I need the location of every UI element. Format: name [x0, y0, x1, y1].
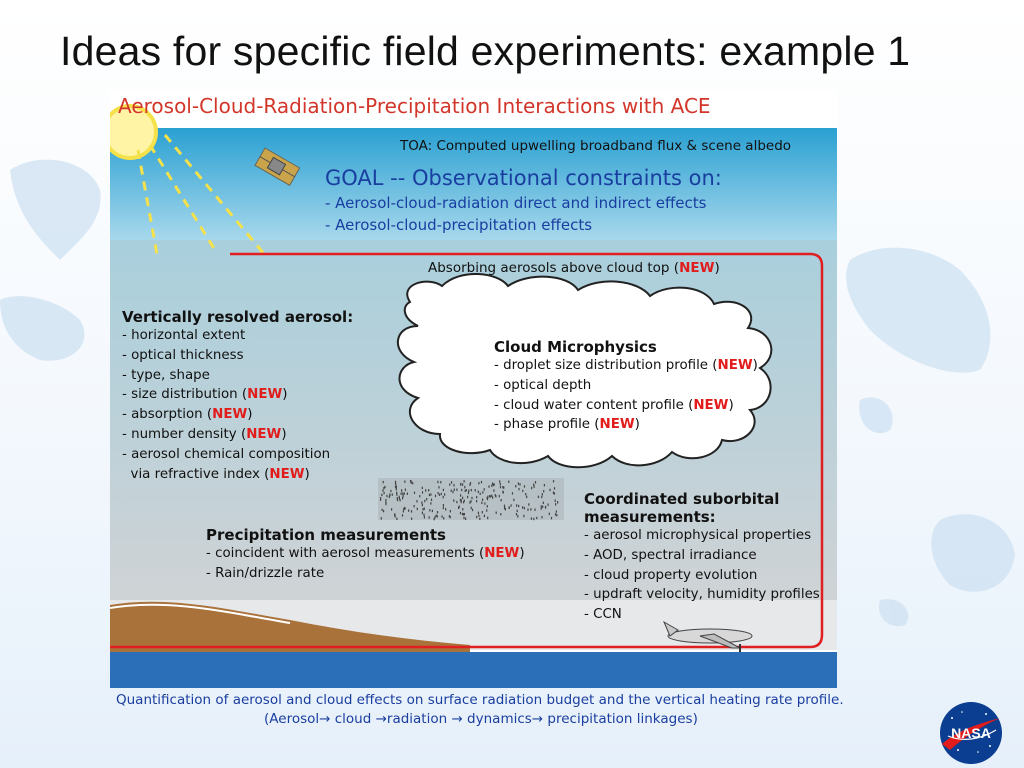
aerosol-item: - optical thickness — [122, 347, 244, 363]
cloud-item: - cloud water content profile (NEW) — [494, 397, 734, 413]
aerosol-item: - type, shape — [122, 367, 210, 383]
absorbing-aerosols-label: Absorbing aerosols above cloud top (NEW) — [428, 260, 720, 276]
ocean-band — [110, 652, 837, 688]
suborbital-block — [584, 490, 820, 625]
goal-title: GOAL -- Observational constraints on: — [325, 166, 722, 190]
suborbital-item: - updraft velocity, humidity profiles — [584, 587, 820, 603]
precip-block — [206, 526, 525, 584]
precip-title: Precipitation measurements — [206, 526, 446, 544]
cloud-item: - optical depth — [494, 377, 592, 393]
aerosol-item: - size distribution (NEW) — [122, 387, 288, 403]
cloud-item: - droplet size distribution profile (NEW) — [494, 358, 758, 373]
slide-title: Ideas for specific field experiments: example 1 — [60, 28, 911, 74]
suborbital-item: - aerosol microphysical properties — [584, 528, 812, 543]
goal-item: - Aerosol-cloud-radiation direct and indirect effects — [325, 194, 707, 212]
aerosol-title: Vertically resolved aerosol: — [122, 308, 354, 326]
suborbital-item: - cloud property evolution — [584, 567, 758, 583]
cloud-block — [494, 338, 758, 435]
aerosol-item: - number density (NEW) — [122, 426, 287, 442]
aerosol-item: - absorption (NEW) — [122, 407, 253, 423]
aerosol-item: - aerosol chemical composition — [122, 446, 331, 462]
toa-label: TOA: Computed upwelling broadband flux & scene albedo — [400, 138, 792, 154]
diagram-header: Aerosol-Cloud-Radiation-Precipitation Interactions with ACE — [118, 94, 711, 118]
suborbital-title: Coordinated suborbital — [584, 490, 780, 508]
cloud-item: - phase profile (NEW) — [494, 417, 640, 433]
aerosol-item: via refractive index (NEW) — [122, 466, 310, 482]
precipitation-particles — [378, 478, 564, 520]
suborbital-title: measurements: — [584, 508, 716, 526]
cloud-title: Cloud Microphysics — [494, 338, 657, 356]
goal-item: - Aerosol-cloud-precipitation effects — [325, 216, 593, 234]
footer-linkages: (Aerosol→ cloud →radiation → dynamics→ precipitation linkages) — [264, 711, 698, 727]
suborbital-item: - AOD, spectral irradiance — [584, 547, 757, 563]
aerosol-item: - horizontal extent — [122, 328, 246, 343]
nasa-logo — [938, 700, 1004, 766]
footer-caption: Quantification of aerosol and cloud effects on surface radiation budget and the vertical heating rate profile. — [116, 692, 844, 708]
svg-text:NASA: NASA — [951, 725, 991, 741]
diagram-panel — [110, 90, 837, 688]
precip-item: - Rain/drizzle rate — [206, 565, 325, 581]
precip-item: - coincident with aerosol measurements (NEW) — [206, 546, 525, 561]
suborbital-item: - CCN — [584, 607, 622, 623]
aerosol-block — [122, 308, 353, 484]
